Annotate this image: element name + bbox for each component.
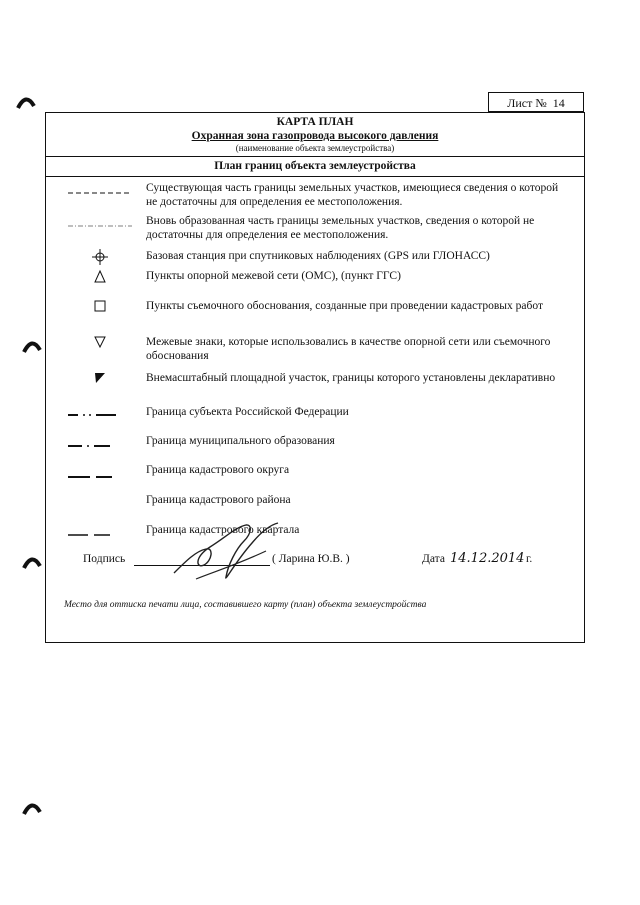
legend-text: Базовая станция при спутниковых наблюдениях (GPS или ГЛОНАСС) (146, 250, 490, 262)
handwritten-signature (166, 521, 286, 585)
legend-item (46, 493, 584, 511)
legend-item (46, 335, 584, 365)
legend-item (46, 249, 584, 267)
sheet-number-box (488, 92, 584, 112)
stamp-place-caption: Место для оттиска печати лица, составившего карту (план) объекта землеустройства (64, 600, 427, 610)
district-boundary-line-icon (60, 463, 140, 481)
date-value: 14.12.2014 (450, 551, 525, 566)
quarter-boundary-line-icon (60, 523, 140, 541)
dashed-line-icon (60, 181, 140, 211)
form-header (46, 113, 584, 157)
map-plan-frame (45, 112, 585, 643)
legend-text: Внемасштабный площадной участок, границы которого установлены декларативно (146, 372, 556, 384)
legend-text: Граница кадастрового района (146, 494, 291, 506)
legend-text: Граница субъекта Российской Федерации (146, 406, 349, 418)
legend-item (46, 434, 584, 452)
filled-corner-icon (60, 371, 140, 401)
triangle-up-icon (60, 269, 140, 287)
legend-text: Вновь образованная часть границы земельных участков, сведения о которой не достаточны для определения ее местоположения. (146, 215, 535, 241)
triangle-down-icon (60, 335, 140, 365)
object-name: Охранная зона газопровода высокого давления (191, 130, 439, 142)
legend-text: Пункты опорной межевой сети (ОМС), (пункт ГГС) (146, 270, 401, 282)
subject-boundary-line-icon (60, 405, 140, 423)
form-title: КАРТА ПЛАН (276, 116, 354, 128)
legend-item (46, 214, 584, 244)
binder-mark-3 (22, 552, 42, 570)
legend-text: Существующая часть границы земельных участков, имеющиеся сведения о которой не достаточны для определения ее местоположения. (146, 182, 559, 208)
legend-item (46, 523, 584, 541)
sheet-label: Лист № (507, 96, 547, 110)
legend-text: Граница кадастрового квартала (146, 524, 300, 536)
legend-item (46, 269, 584, 287)
crosshair-circle-icon (60, 249, 140, 267)
legend-text: Граница муниципального образования (146, 435, 335, 447)
legend-item (46, 371, 584, 401)
object-caption: (наименование объекта землеустройства) (235, 143, 395, 153)
legend-item (46, 299, 584, 329)
legend-text: Межевые знаки, которые использовались в качестве опорной сети или съемочного обоснования (146, 336, 551, 362)
legend-item (46, 405, 584, 423)
signer-name: ( Ларина Ю.В. ) (272, 553, 350, 565)
legend-item (46, 463, 584, 481)
binder-mark-4 (22, 798, 42, 816)
legend-text: Граница кадастрового округа (146, 464, 290, 476)
dash-dot-line-icon (60, 214, 140, 244)
square-icon (60, 299, 140, 329)
municipal-boundary-line-icon (60, 434, 140, 452)
sheet-number: 14 (552, 96, 565, 110)
date-label: Дата (422, 553, 445, 565)
binder-mark-2 (22, 336, 42, 354)
section-title: План границ объекта землеустройства (46, 157, 584, 177)
binder-mark-1 (16, 92, 36, 110)
date-suffix: г. (526, 553, 533, 565)
signature-label: Подпись (83, 553, 126, 565)
legend (46, 177, 584, 557)
legend-item (46, 181, 584, 211)
region-boundary-line-icon (60, 493, 140, 511)
legend-text: Пункты съемочного обоснования, созданные при проведении кадастровых работ (146, 300, 543, 312)
